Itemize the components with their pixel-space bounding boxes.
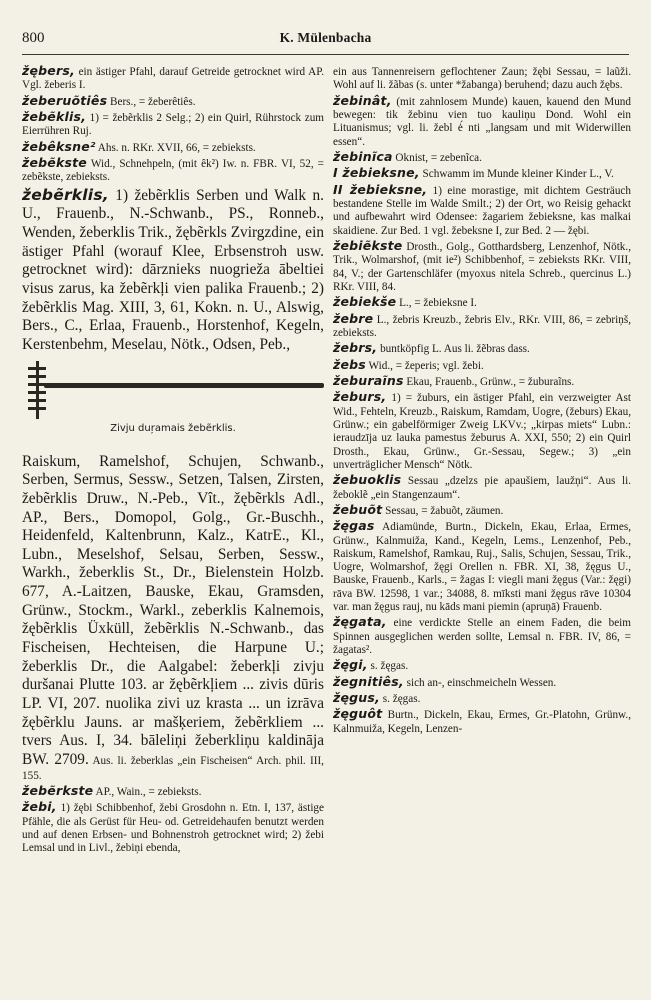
definition: Bers., = žeberêtiês. [107, 95, 196, 108]
headword: žęguôt [333, 706, 383, 722]
definition: sich an-, einschmeicheln Wessen. [403, 676, 557, 689]
dictionary-entry [333, 166, 631, 181]
definition: s. žęgas. [380, 693, 421, 706]
headword: I žebieksne, [333, 165, 420, 181]
headword: žebinĩca [333, 148, 393, 164]
definition: Sessau „dzelzs pie apaušiem, laužņi“. Aus li. žeboklẽ „ein Stangenzaum“. [333, 475, 631, 501]
headword: žebi, [22, 799, 57, 815]
definition: AP., Wain., = zebieksts. [93, 786, 202, 799]
headword: žebiekše [333, 294, 397, 310]
definition: buntköpfig L. Aus li. žẽbras dass. [377, 343, 530, 356]
dictionary-entry [333, 615, 631, 657]
dictionary-entry [333, 341, 631, 356]
definition: Adiamünde, Burtn., Dickeln, Ekau, Erlaa, Ermes, Grünw., Kalnmuiža, Kand., Kegeln, Lems., Lenzenhof, Peb., Raiskum, Ramelshof, Ramkau, Ruj., Salis, Schujen, Sessau, Trik., Uogre, Wolmarshof, žęgi Orellen n. FBR. XI, 38, žęgus U., Bauske, Frauenb., Karls., = žagas I: viegli mani žęgus (Var.: žęgi) rāva BW. 12598, 1 var.; 34088, 8. mīksti mani žęgus rāve 10304 var. man žęgus rauj, nu kāds mani piemin (apruņā) Frauenb. [333, 521, 631, 614]
dictionary-entry [22, 110, 324, 139]
definition: Schwamm im Munde kleiner Kinder L., V. [419, 168, 614, 181]
dictionary-entry [333, 239, 631, 294]
definition: Drosth., Golg., Gotthardsberg, Lenzenhof, Nötk., Trik., Wolmarshof, (mit ie²) Schibbenhof, = zebieksts RKr. VIII, 84, V.; der Gartenschläfer (myoxus nitela Schreb., quercinus L.) RKr. VIII, 84. [333, 240, 631, 293]
dictionary-entry [22, 140, 324, 155]
definition: Wid., Schnehpeln, (mit êk²) Iw. n. FBR. VI, 52, = zebẽkste, zebieksts. [22, 157, 324, 184]
dictionary-entry [333, 150, 631, 165]
definition: L., žebris Kreuzb., žebris Elv., RKr. VIII, 86, = zebriņš, zebieksts. [333, 313, 631, 339]
headword: žęgata, [333, 614, 387, 630]
page-number: 800 [22, 30, 45, 46]
dictionary-entry [333, 707, 631, 736]
dictionary-entry [333, 312, 631, 341]
definition: 1) eine morastige, mit dichtem Gesträuch bestandene Stelle im Walde Smilt.; 2) der Ort, wo Reisig gehackt und aufbewahrt wird Odensee: žagariem žebieksne, kas malkai skaidiene. Zur Bed. 1 vgl. žebeksne I, zur Bed. 2 — žębi. [333, 184, 631, 237]
definition: Burtn., Dickeln, Ekau, Ermes, Gr.-Platohn, Grünw., Kalnmuiža, Kegeln, Lenzen- [333, 709, 631, 735]
definition: Ekau, Frauenb., Grünw., = žuburaĩns. [403, 375, 575, 388]
headword: II žebieksne, [333, 181, 428, 197]
dictionary-entry [22, 64, 324, 93]
definition: Wid., = žeperis; vgl. žebi. [365, 359, 484, 372]
headword: žebrs, [333, 340, 378, 356]
headword: žebẽklis, [22, 108, 87, 124]
headword: žebuõt [333, 501, 383, 517]
dictionary-entry [333, 658, 631, 673]
running-head: K. Mülenbacha [279, 30, 372, 45]
entry-zeberklis: žebẽrklis, 1) žebẽrklis Serben und Walk n. U., Frauenb., N.-Schwanb., PS., Ronneb., Wenden, žeberklis Trik., žębẽrkls Zvirgzdine, ein ästiger Pfahl (worauf Klee, Erbsenstroh usw. getrocknet wird): dārznieks nuogrieža ābeltiei visus zarus, ka žebẽrkļi vien palika Frauenb.; 2) žebẽrklis Mag. XIII, 3, 61, Kokn. n. U., Alswig, Bers., C., Erlaa, Frauenb., Horstenhof, Kegeln, Kerstenbehm, Meselau, Nötk., Odsen, Peb., [22, 185, 324, 353]
right-entries [333, 64, 631, 736]
definition: s. žęgas. [367, 660, 409, 673]
left-entries-before-figure [22, 64, 324, 185]
dictionary-entry [333, 390, 631, 472]
headword: žebẽkste [22, 154, 87, 170]
dictionary-entry [333, 374, 631, 389]
headword: žegnitiês, [333, 673, 404, 689]
headword: žebuoklis [333, 472, 402, 488]
headword: žebinât, [333, 92, 392, 108]
headword: žebẽrkste [22, 783, 94, 799]
dictionary-entry [333, 473, 631, 502]
left-column [22, 64, 324, 857]
page-header [22, 30, 629, 55]
headword: žębers, [22, 63, 75, 78]
dictionary-entry [333, 64, 631, 93]
headword: žebiẽkste [333, 237, 403, 253]
headword: žeberuõtiês [22, 92, 108, 108]
headword: žeburaĩns [333, 372, 404, 388]
dictionary-entry [333, 295, 631, 310]
definition: ein aus Tannenreisern geflochtener Zaun; žębi Sessau, = laũži. Wohl auf li. žãbas (s. unter *žabanga) beruhend; dazu auch žębs. [333, 66, 631, 92]
headword: žęgi, [333, 657, 368, 673]
definition: Oknist, = zebenĩca. [392, 151, 482, 164]
definition: L., = žebieksne I. [396, 297, 477, 310]
harpoon-figure [22, 361, 324, 447]
dictionary-entry [333, 675, 631, 690]
left-entries-after-figure [22, 784, 324, 856]
headword: žebre [333, 310, 374, 326]
definition: 1) žębi Schibbenhof, žebi Grosdohn n. Etn. I, 137, ästige Pfähle, die als Gerüst für Heu- od. Getreidehaufen benutzt werden und auf denen Erbsen- und Bohnenstroh getrocknet wird; 2) žebi Lemsal und in Livl., žebiņi ebenda, [22, 802, 324, 855]
harpoon-tines-illustration [28, 361, 46, 419]
headword: žęgus, [333, 690, 380, 706]
dictionary-entry [22, 156, 324, 185]
dictionary-entry [22, 94, 324, 109]
definition: ein ästiger Pfahl, darauf Getreide getrocknet wird AP. Vgl. žeberis I. [22, 66, 324, 92]
dictionary-entry [22, 784, 324, 799]
entry-zeberklis-continued: Raiskum, Ramelshof, Schujen, Schwanb., Serben, Sermus, Sessw., Setzen, Talsen, Zirsten, žebẽrklis Druw., N.-Peb., Vît., žębẽrkls Adl., AP., Bers., Domopol, Golg., Gr.-Buschh., Heidenfeld, Kaltenbrunn, Kalz., KatrE., Kl., Lubn., Meselshof, Selsau, Serben, Sessw., Warkh., žeberklis St., Dr., Bielenstein Holzb. 677, A.-Laitzen, Bauske, Ekau, Gramsden, Grünw., Stockm., Warkl., zeberklis Kalnemois, žębẽrklis Üxküll, žebẽrklis N.-Schwanb., das Fischeisen, Hechteisen, die Harpune U.; žeberklis Dr., die Aalgabel: žeberkļi zivju duršanai Plutte 103. ar žębẽrkļiem ... zivis dūris LP. VI, 207. nuolika zivi uz krasta ... un izrāva žębẽrklu Jauns. ar mašķeriem, žebẽrkliem ... tvers Aus. I, 34. bāleliņi žeberkliņu kaldināja BW. 2709. Aus. li. žeberklas „ein Fischeisen“ Arch. phil. III, 155. [22, 452, 324, 782]
headword: žebs [333, 356, 366, 372]
definition: 1) = žebẽrklis 2 Selg.; 2) ein Quirl, Rührstock zum Eierrühren Ruj. [22, 111, 324, 138]
dictionary-entry [333, 519, 631, 614]
dictionary-entry [333, 503, 631, 518]
dictionary-entry [333, 691, 631, 706]
definition: 1) = žuburs, ein ästiger Pfahl, ein verzweigter Ast Wid., Fehteln, Kreuzb., Raiskum, Ramdam, Uogre, (žeburs) Ekau, Grünw.; ein gabelförmiger Zweig LKVv.; „kirpas miets“ Lubn.: ieraudzīja uz lauka pamestus žeburus A. XXI, 550; 2) ein Quirl Drosth., Ekau, Grünw., Gr.-Sessau, Segew.; 3) „ein unverträglicher Mensch“ Nötk. [333, 392, 631, 471]
headword: žebêksne² [22, 138, 96, 154]
definition: Ahs. n. RKr. XVII, 66, = zebieksts. [95, 141, 256, 154]
definition: eine verdickte Stelle an einem Faden, die beim Spinnen ausgeglichen werden sollte, Lemsal n. FBR. IV, 86, = žagatas². [333, 617, 631, 657]
harpoon-shaft-illustration [44, 383, 324, 388]
definition: Sessau, = žabuõt, zäumen. [382, 504, 504, 517]
headword: žeburs, [333, 389, 387, 405]
definition: (mit zahnlosem Munde) kauen, kauend den Mund bewegen: tik žebinu vien tuo kauliņu Dond. Wohl ein Lituanismus; vgl. li. žebl ė́ nti „langsam und mit Widerwillen essen“. [333, 95, 631, 148]
right-column [333, 64, 631, 737]
figure-caption: Zivju duŗamais žebẽrklis. [110, 422, 236, 434]
headword: žęgas [333, 518, 375, 534]
dictionary-entry [333, 358, 631, 373]
dictionary-entry [22, 800, 324, 855]
dictionary-entry [333, 183, 631, 238]
dictionary-entry [333, 94, 631, 149]
